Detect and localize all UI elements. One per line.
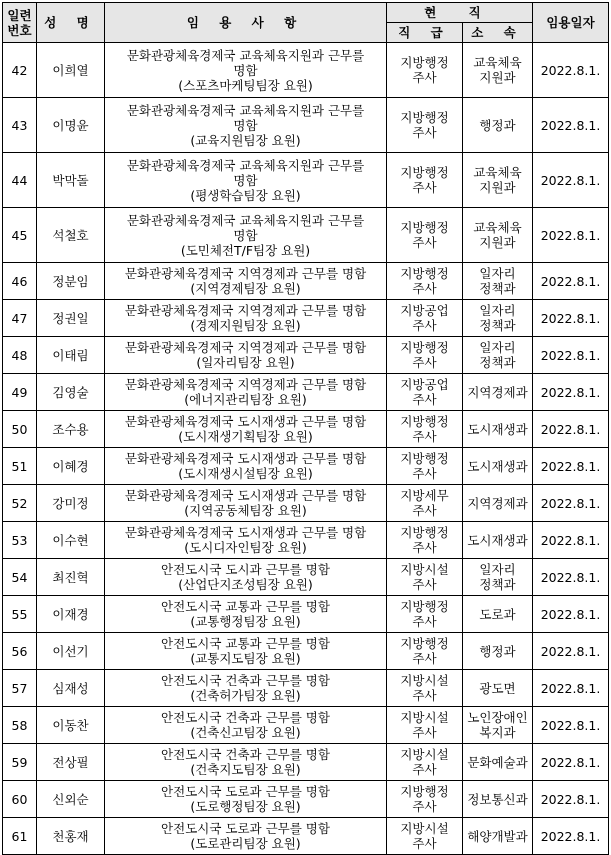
name-cell: 정권일 [37, 300, 105, 337]
appointment-cell [105, 485, 387, 522]
serial-number-cell: 42 [3, 43, 37, 98]
cell-line: 명함 [233, 62, 258, 78]
serial-number-cell: 45 [3, 208, 37, 263]
grade-cell [387, 596, 463, 633]
cell-line: 지방행정 [400, 266, 449, 281]
name-cell: 천홍재 [37, 818, 105, 855]
cell-line: (교육지원팀장 요원) [190, 132, 301, 148]
table-row [3, 818, 609, 855]
serial-number-cell: 52 [3, 485, 37, 522]
grade-cell [387, 374, 463, 411]
name-cell: 강미정 [37, 485, 105, 522]
affiliation-cell [463, 300, 533, 337]
cell-line: 교육체육 [473, 220, 522, 235]
grade-cell [387, 633, 463, 670]
cell-line: 정책과 [479, 318, 516, 333]
cell-line: 지원과 [479, 235, 516, 250]
table-row [3, 485, 609, 522]
cell-line: 정책과 [479, 355, 516, 370]
cell-line: (지역공동체팀장 요원) [184, 503, 307, 518]
cell-line: (도시디자인팀장 요원) [184, 540, 307, 555]
cell-line: 행정과 [479, 643, 516, 659]
cell-line: 주사 [412, 70, 437, 85]
grade-cell [387, 153, 463, 208]
cell-line: 문화관광체육경제국 지역경제과 근무를 명함 [124, 266, 367, 281]
cell-line: 도시재생과 [467, 532, 528, 548]
cell-line: 문화관광체육경제국 교육체육지원과 근무를 [126, 212, 365, 228]
cell-line: 지방세무 [400, 488, 449, 503]
cell-line: 지방행정 [400, 451, 449, 466]
header-serial-number: 일련 번호 [3, 3, 37, 43]
cell-line: (지역경제팀장 요원) [190, 281, 301, 296]
grade-cell [387, 485, 463, 522]
date-cell: 2022.8.1. [533, 448, 609, 485]
cell-line: 일자리 [479, 303, 516, 318]
appointment-cell [105, 300, 387, 337]
cell-line: 문화관광체육경제국 교육체육지원과 근무를 [126, 102, 365, 118]
appointment-cell [105, 744, 387, 781]
serial-number-cell: 58 [3, 707, 37, 744]
cell-line: 안전도시국 교통과 근무를 명함 [161, 599, 330, 614]
date-cell: 2022.8.1. [533, 633, 609, 670]
date-cell: 2022.8.1. [533, 485, 609, 522]
affiliation-cell [463, 670, 533, 707]
serial-number-cell: 49 [3, 374, 37, 411]
date-cell: 2022.8.1. [533, 670, 609, 707]
cell-line: 교육체육 [473, 55, 522, 70]
affiliation-cell [463, 208, 533, 263]
cell-line: 안전도시국 교통과 근무를 명함 [161, 636, 330, 651]
serial-number-cell: 51 [3, 448, 37, 485]
cell-line: 안전도시국 건축과 근무를 명함 [161, 710, 330, 725]
table-row [3, 448, 609, 485]
affiliation-cell [463, 559, 533, 596]
header-current-position: 현 직 [387, 3, 533, 23]
grade-cell [387, 43, 463, 98]
name-cell: 이수현 [37, 522, 105, 559]
cell-line: 정책과 [479, 281, 516, 296]
header-grade: 직 급 [387, 23, 463, 43]
header-affiliation: 소 속 [463, 23, 533, 43]
cell-line: 교육체육 [473, 165, 522, 180]
date-cell: 2022.8.1. [533, 781, 609, 818]
appointment-cell [105, 208, 387, 263]
appointment-cell [105, 153, 387, 208]
serial-number-cell: 59 [3, 744, 37, 781]
appointment-cell [105, 337, 387, 374]
grade-cell [387, 707, 463, 744]
cell-line: 문화관광체육경제국 도시재생과 근무를 명함 [124, 488, 367, 503]
cell-line: (건축지도팀장 요원) [190, 762, 301, 777]
cell-line: 일자리 [479, 562, 516, 577]
cell-line: 주사 [412, 392, 437, 407]
date-cell: 2022.8.1. [533, 596, 609, 633]
affiliation-cell [463, 522, 533, 559]
table-row [3, 374, 609, 411]
appointment-cell [105, 98, 387, 153]
affiliation-cell [463, 707, 533, 744]
header-name: 성 명 [37, 3, 105, 43]
affiliation-cell [463, 485, 533, 522]
name-cell: 이재경 [37, 596, 105, 633]
grade-cell [387, 300, 463, 337]
serial-number-cell: 60 [3, 781, 37, 818]
cell-line: 안전도시국 도로과 근무를 명함 [161, 821, 330, 836]
date-cell: 2022.8.1. [533, 300, 609, 337]
cell-line: 문화관광체육경제국 지역경제과 근무를 명함 [124, 377, 367, 392]
name-cell: 정분임 [37, 263, 105, 300]
name-cell: 이명윤 [37, 98, 105, 153]
cell-line: 주사 [412, 651, 437, 666]
cell-line: 지역경제과 [467, 384, 528, 400]
appointment-cell [105, 596, 387, 633]
cell-line: 주사 [412, 614, 437, 629]
affiliation-cell [463, 818, 533, 855]
cell-line: 노인장애인 [467, 710, 528, 725]
cell-line: (경제지원팀장 요원) [190, 318, 301, 333]
grade-cell [387, 263, 463, 300]
cell-line: 주사 [412, 688, 437, 703]
cell-line: (에너지관리팀장 요원) [184, 392, 307, 407]
cell-line: 주사 [412, 466, 437, 481]
cell-line: (건축신고팀장 요원) [190, 725, 301, 740]
appointment-cell [105, 559, 387, 596]
serial-number-cell: 53 [3, 522, 37, 559]
cell-line: (도로행정팀장 요원) [190, 799, 301, 814]
appointment-cell [105, 374, 387, 411]
cell-line: 안전도시국 도로과 근무를 명함 [161, 784, 330, 799]
affiliation-cell [463, 337, 533, 374]
name-cell: 이혜경 [37, 448, 105, 485]
name-cell: 신외순 [37, 781, 105, 818]
cell-line: 지역경제과 [467, 495, 528, 511]
table-row [3, 411, 609, 448]
date-cell: 2022.8.1. [533, 744, 609, 781]
cell-line: 지방행정 [400, 55, 449, 70]
cell-line: 도로과 [479, 606, 516, 622]
table-row [3, 43, 609, 98]
date-cell: 2022.8.1. [533, 208, 609, 263]
appointment-cell [105, 818, 387, 855]
name-cell: 전상필 [37, 744, 105, 781]
cell-line: 지원과 [479, 70, 516, 85]
cell-line: (일자리팀장 요원) [196, 355, 295, 370]
cell-line: 문화관광체육경제국 도시재생과 근무를 명함 [124, 451, 367, 466]
cell-line: 행정과 [479, 117, 516, 133]
cell-line: 지방행정 [400, 165, 449, 180]
cell-line: 지방시설 [400, 821, 449, 836]
appointment-cell [105, 670, 387, 707]
grade-cell [387, 337, 463, 374]
cell-line: (스포츠마케팅팀장 요원) [178, 77, 313, 93]
name-cell: 최진혁 [37, 559, 105, 596]
name-cell: 이태림 [37, 337, 105, 374]
grade-cell [387, 559, 463, 596]
table-row [3, 300, 609, 337]
table-row [3, 559, 609, 596]
serial-number-cell: 43 [3, 98, 37, 153]
table-row [3, 153, 609, 208]
date-cell: 2022.8.1. [533, 337, 609, 374]
name-cell: 조수용 [37, 411, 105, 448]
affiliation-cell [463, 153, 533, 208]
appointment-table [2, 2, 609, 855]
grade-cell [387, 781, 463, 818]
date-cell: 2022.8.1. [533, 411, 609, 448]
serial-number-cell: 48 [3, 337, 37, 374]
cell-line: 주사 [412, 429, 437, 444]
name-cell: 이선기 [37, 633, 105, 670]
cell-line: (도시재생기획팀장 요원) [178, 429, 313, 444]
cell-line: 지방행정 [400, 340, 449, 355]
cell-line: 주사 [412, 725, 437, 740]
table-row [3, 263, 609, 300]
date-cell: 2022.8.1. [533, 818, 609, 855]
date-cell: 2022.8.1. [533, 43, 609, 98]
grade-cell [387, 208, 463, 263]
name-cell: 이희열 [37, 43, 105, 98]
table-row [3, 98, 609, 153]
cell-line: 복지과 [479, 725, 516, 740]
cell-line: 주사 [412, 503, 437, 518]
cell-line: 주사 [412, 125, 437, 140]
header-date: 임용일자 [533, 3, 609, 43]
appointment-cell [105, 633, 387, 670]
appointment-cell [105, 522, 387, 559]
cell-line: 주사 [412, 281, 437, 296]
cell-line: 지방시설 [400, 710, 449, 725]
affiliation-cell [463, 98, 533, 153]
grade-cell [387, 670, 463, 707]
table-row [3, 208, 609, 263]
serial-number-cell: 47 [3, 300, 37, 337]
cell-line: 명함 [233, 227, 258, 243]
cell-line: (교통행정팀장 요원) [190, 614, 301, 629]
cell-line: (도민체전T/F팀장 요원) [180, 242, 311, 258]
date-cell: 2022.8.1. [533, 559, 609, 596]
serial-number-cell: 57 [3, 670, 37, 707]
cell-line: 일자리 [479, 340, 516, 355]
date-cell: 2022.8.1. [533, 707, 609, 744]
serial-number-cell: 50 [3, 411, 37, 448]
cell-line: 지방시설 [400, 562, 449, 577]
affiliation-cell [463, 596, 533, 633]
table-row [3, 337, 609, 374]
cell-line: 명함 [233, 117, 258, 133]
name-cell: 박막돌 [37, 153, 105, 208]
appointment-cell [105, 707, 387, 744]
appointment-cell [105, 43, 387, 98]
cell-line: (도시재생시설팀장 요원) [178, 466, 313, 481]
cell-line: 안전도시국 건축과 근무를 명함 [161, 673, 330, 688]
grade-cell [387, 744, 463, 781]
cell-line: 명함 [233, 172, 258, 188]
cell-line: 지방시설 [400, 673, 449, 688]
appointment-cell [105, 411, 387, 448]
serial-number-cell: 61 [3, 818, 37, 855]
cell-line: 지방행정 [400, 525, 449, 540]
cell-line: 지방행정 [400, 110, 449, 125]
cell-line: (교통지도팀장 요원) [190, 651, 301, 666]
cell-line: 문화관광체육경제국 도시재생과 근무를 명함 [124, 525, 367, 540]
table-row [3, 744, 609, 781]
name-cell: 석철호 [37, 208, 105, 263]
affiliation-cell [463, 411, 533, 448]
cell-line: 주사 [412, 180, 437, 195]
cell-line: 주사 [412, 540, 437, 555]
grade-cell [387, 98, 463, 153]
serial-number-cell: 54 [3, 559, 37, 596]
date-cell: 2022.8.1. [533, 98, 609, 153]
appointment-cell [105, 781, 387, 818]
cell-line: 도시재생과 [467, 421, 528, 437]
grade-cell [387, 411, 463, 448]
affiliation-cell [463, 263, 533, 300]
cell-line: 도시재생과 [467, 458, 528, 474]
grade-cell [387, 448, 463, 485]
cell-line: 안전도시국 건축과 근무를 명함 [161, 747, 330, 762]
table-row [3, 670, 609, 707]
cell-line: 문화관광체육경제국 지역경제과 근무를 명함 [124, 340, 367, 355]
cell-line: 안전도시국 도시과 근무를 명함 [161, 562, 330, 577]
affiliation-cell [463, 374, 533, 411]
table-row [3, 633, 609, 670]
affiliation-cell [463, 43, 533, 98]
cell-line: 지방행정 [400, 636, 449, 651]
grade-cell [387, 522, 463, 559]
name-cell: 김영술 [37, 374, 105, 411]
cell-line: (건축허가팀장 요원) [190, 688, 301, 703]
cell-line: 주사 [412, 355, 437, 370]
cell-line: (평생학습팀장 요원) [190, 187, 301, 203]
date-cell: 2022.8.1. [533, 522, 609, 559]
affiliation-cell [463, 781, 533, 818]
cell-line: 지원과 [479, 180, 516, 195]
serial-number-cell: 44 [3, 153, 37, 208]
appointment-cell [105, 263, 387, 300]
name-cell: 이동찬 [37, 707, 105, 744]
cell-line: 정보통신과 [467, 791, 528, 807]
cell-line: 지방행정 [400, 414, 449, 429]
cell-line: 문화관광체육경제국 도시재생과 근무를 명함 [124, 414, 367, 429]
affiliation-cell [463, 448, 533, 485]
cell-line: 광도면 [479, 680, 516, 696]
cell-line: 지방공업 [400, 377, 449, 392]
cell-line: 문화관광체육경제국 지역경제과 근무를 명함 [124, 303, 367, 318]
name-cell: 심재성 [37, 670, 105, 707]
table-row [3, 596, 609, 633]
cell-line: 주사 [412, 318, 437, 333]
date-cell: 2022.8.1. [533, 374, 609, 411]
cell-line: 해양개발과 [467, 828, 528, 844]
date-cell: 2022.8.1. [533, 153, 609, 208]
cell-line: 일자리 [479, 266, 516, 281]
header-appointment: 임 용 사 항 [105, 3, 387, 43]
affiliation-cell [463, 744, 533, 781]
serial-number-cell: 56 [3, 633, 37, 670]
serial-number-cell: 46 [3, 263, 37, 300]
cell-line: 주사 [412, 799, 437, 814]
cell-line: 주사 [412, 762, 437, 777]
cell-line: 주사 [412, 577, 437, 592]
cell-line: 문화관광체육경제국 교육체육지원과 근무를 [126, 47, 365, 63]
cell-line: 주사 [412, 836, 437, 851]
appointment-cell [105, 448, 387, 485]
cell-line: (도로관리팀장 요원) [190, 836, 301, 851]
cell-line: 정책과 [479, 577, 516, 592]
cell-line: 지방행정 [400, 599, 449, 614]
table-row [3, 522, 609, 559]
cell-line: 문화관광체육경제국 교육체육지원과 근무를 [126, 157, 365, 173]
cell-line: 지방공업 [400, 303, 449, 318]
table-row [3, 781, 609, 818]
table-body [3, 43, 609, 855]
cell-line: 주사 [412, 235, 437, 250]
serial-number-cell: 55 [3, 596, 37, 633]
cell-line: 지방행정 [400, 220, 449, 235]
date-cell: 2022.8.1. [533, 263, 609, 300]
affiliation-cell [463, 633, 533, 670]
grade-cell [387, 818, 463, 855]
cell-line: 지방시설 [400, 747, 449, 762]
table-row [3, 707, 609, 744]
cell-line: 문화예술과 [467, 754, 528, 770]
cell-line: 지방행정 [400, 784, 449, 799]
cell-line: (산업단지조성팀장 요원) [178, 577, 313, 592]
